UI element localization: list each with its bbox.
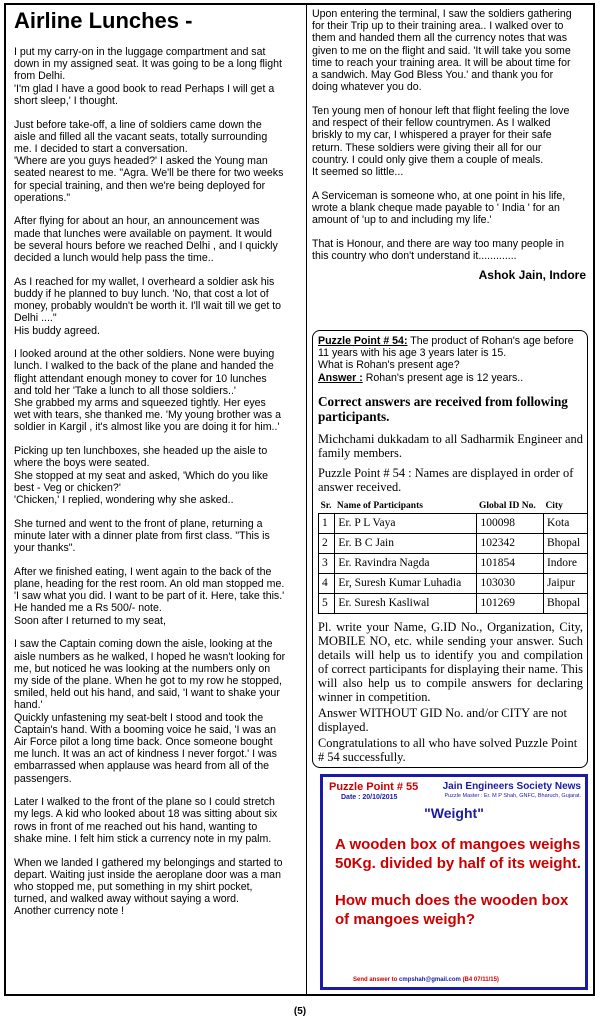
puzzle-54-answer: Rohan's present age is 12 years.. [362,371,524,384]
text-line: wrote a blank cheque made payable to ' India ' for an [312,201,560,214]
author-signature: Ashok Jain, Indore [478,267,586,282]
puzzle-55-heading: "Weight" [424,805,484,821]
text-line: amount of 'up to and including my life.' [312,214,492,227]
puzzle-55-body [335,835,583,947]
text-line: hand.' [14,699,43,712]
left-column [14,8,300,929]
right-paragraph [312,238,590,262]
text-line: me, but noticed he was looking at the numbers only on [14,662,271,675]
text-line: minute later with a dinner plate from first class. "This is [14,529,270,542]
text-line: When we landed I gathered my belongings and started to [14,856,283,869]
text-line: Quickly unfastening my seat-belt I stood and took the [14,711,264,724]
text-line: seated nearest to me. "Agra. We'll be there for two weeks [14,167,284,180]
text-line: operations." [14,191,71,204]
left-paragraph [14,348,300,433]
text-line: 'I saw what you did. I want to be part of it. Here, take this.' [14,590,285,603]
puzzle-55-question2: How much does the wooden box of mangoes weigh? [335,892,569,928]
text-line: doing whatever you do. [312,81,422,94]
left-paragraph [14,796,300,845]
left-paragraph [14,276,300,337]
correct-answers-heading: Correct answers are received from following participants. [318,393,568,424]
text-line: my legs. A kid who looked about 18 was sitting about six [14,808,278,821]
text-line: given to me on the flight and said. 'It will take you some [312,44,571,57]
cell-sr: 2 [319,533,335,553]
left-paragraph [14,638,300,784]
text-line: for their Trip up to their training area.. I walked over to [312,20,564,33]
text-line: Air Force pilot a long time back. Once someone bought [14,735,273,748]
text-line: She turned and went to the front of plane, returning a [14,517,263,530]
page-number: (5) [293,1006,307,1017]
text-line: aisle and filled all the vacant seats, totally surrounding [14,130,268,143]
cell-gid: 101854 [477,553,543,573]
right-column [312,8,590,282]
cell-name: Er. P L Vaya [335,513,477,533]
text-line: 'I'm glad I have a good book to read Perhaps I will get a [14,82,275,95]
right-paragraphs [312,8,590,262]
cell-city: Indore [543,553,587,573]
puzzle-55-card [320,774,588,990]
left-paragraph [14,518,300,555]
text-line: smiled, held out his hand, and said, 'I want to shake your [14,687,280,700]
text-line: a sandwich. May God Bless You.' and thank you for [312,69,554,82]
send-label: Send answer to [353,977,398,983]
cell-city: Jaipur [543,573,587,593]
puzzle-54-box [312,330,588,768]
cell-city: Bhopal [543,533,587,553]
text-line: passengers. [14,772,72,785]
header-gid: Global ID No. [478,501,536,512]
table-row [319,513,588,533]
text-line: It seemed so little... [312,165,404,178]
text-line: He handed me a Rs 500/- note. [14,602,162,615]
text-line: best - Veg or chicken?' [14,481,121,494]
text-line: plane, heading for the rest room. An old man stopped me. [14,578,285,591]
text-line: Just before take-off, a line of soldiers came down the [14,118,262,131]
instructions-text: Pl. write your Name, G.ID No., Organization, City, MOBILE NO, etc. while sending your answer. Such details will help us to identify you and compilation of correct participants for displaying their name. This will also help us to compile answers for declaring winner in competition. [318,619,583,704]
cell-name: Er. Ravindra Nagda [335,553,477,573]
text-line: flight attendant enough money to cover for 10 lunches [14,372,267,385]
text-line: down in my assigned seat. It was going to be a long flight [14,58,282,71]
text-line: She grabbed my arms and squeezed tightly. Her eyes [14,397,266,410]
cell-city: Kota [543,513,587,533]
puzzle-55-date: Date : 20/10/2015 [341,794,398,801]
text-line: A Serviceman is someone who, at one point in his life, [312,189,566,202]
cell-city: Bhopal [543,593,587,613]
text-line: I put my carry-on in the luggage compartment and sat [14,46,266,58]
participants-header-row [319,500,588,514]
text-line: from Delhi. [14,70,66,83]
header-sr: Sr. [320,501,332,512]
text-line: made that lunches were available on payment. It would [14,227,272,240]
right-paragraph [312,105,590,178]
text-line: depart. Waiting just inside the aeroplane door was a man [14,868,281,881]
puzzle-55-label: Puzzle Point # 55 [329,781,419,793]
cell-gid: 101269 [477,593,543,613]
text-line: After we finished eating, I went again to the back of the [14,565,272,578]
table-row [319,533,588,553]
text-line: briskly to my car, I whispered a prayer for their safe [312,129,552,142]
text-line: be several hours before we reached Delhi , and I quickly [14,239,278,252]
cell-gid: 100098 [477,513,543,533]
text-line: and respect of their fellow countrymen. As I walked [312,117,551,130]
text-line: Upon entering the terminal, I saw the soldiers gathering [312,8,572,20]
right-paragraph [312,8,590,93]
left-paragraph [14,857,300,918]
text-line: His buddy agreed. [14,324,100,337]
text-line: shake mine. I felt him stick a currency note in my palm. [14,832,272,845]
text-line: me. I decided to start a conversation. [14,142,188,155]
reference-code: (B4 07/11/15) [462,977,499,983]
puzzle-54-question-text: The product of Rohan's age before 11 years with his age 3 years later is 15. [318,335,574,360]
cell-name: Er. B C Jain [335,533,477,553]
puzzle-55-question1: A wooden box of mangoes weighs 50Kg. divided by half of its weight. [335,836,581,872]
text-line: me lunch. It was an act of kindness I never forgot.' I was [14,748,277,761]
text-line: country. I could only give them a couple of meals. [312,153,544,166]
cell-name: Er. Suresh Kasliwal [335,593,477,613]
cell-sr: 5 [319,593,335,613]
text-line: Ten young men of honour left that flight feeling the love [312,104,570,117]
text-line: Another currency note ! [14,905,125,918]
text-line: money, probably wouldn't be worth it. I'll wait till we get to [14,300,282,313]
text-line: buddy if he planned to buy lunch. 'No, that cost a lot of [14,287,269,300]
text-line: aisle numbers as he walked, I hoped he wasn't looking for [14,650,286,663]
cell-gid: 102342 [477,533,543,553]
congrats-text: Congratulations to all who have solved Puzzle Point # 54 successfully. [318,735,578,764]
text-line: rows in front of me reached out his hand, wanting to [14,820,258,833]
text-line: return. These soldiers were giving their all for our [312,141,542,154]
left-paragraphs [14,46,300,918]
cell-sr: 1 [319,513,335,533]
warning-text: Answer WITHOUT GID No. and/or CITY are not displayed. [318,705,567,734]
text-line: them and handed them all the currency notes that was [312,32,567,45]
publisher-name: Jain Engineers Society News [442,781,581,792]
left-paragraph [14,566,300,627]
table-row [319,593,588,613]
email-link[interactable]: cmpshah@gmail.com [399,977,461,983]
text-line: short sleep,' I thought. [14,94,118,107]
header-name: Name of Participants [336,501,423,512]
text-line: As I reached for my wallet, I overheard a soldier ask his [14,275,275,288]
text-line: embarrassed when applause was heard from all of the [14,760,269,773]
text-line: I saw the Captain coming down the aisle, looking at the [14,638,273,651]
text-line: 'Where are you guys headed?' I asked the Young man [14,155,268,168]
text-line: this country who don't understand it............. [312,249,517,262]
text-line: 'Chicken,' I replied, wondering why she asked.. [14,494,234,506]
cell-sr: 3 [319,553,335,573]
text-line: After flying for about an hour, an announcement was [14,215,260,228]
text-line: who stopped me, put something in my shirt pocket, [14,880,253,893]
left-paragraph [14,215,300,264]
text-line: my side of the plane. When he got to my row he stopped, [14,674,282,687]
names-note: Puzzle Point # 54 : Names are displayed in order of answer received. [318,465,574,494]
text-line: lunch. I walked to the back of the plane and handed the [14,360,274,373]
participants-table [318,500,588,614]
table-row [319,573,588,593]
text-line: your thanks". [14,542,76,555]
text-line: and told her 'Take a lunch to all those soldiers..' [14,384,236,397]
text-line: soldier in Kargil , it's almost like you are doing it for him..' [14,421,280,434]
text-line: turned, and walked away without saying a word. [14,893,239,906]
text-line: That is Honour, and there are way too many people in [312,237,565,250]
text-line: Delhi ...." [14,312,57,325]
puzzle-54-label: Puzzle Point # 54: [318,335,408,347]
header-city: City [545,501,563,512]
left-paragraph [14,46,300,107]
puzzle-54-question [318,335,583,384]
text-line: Soon after I returned to my seat, [14,614,166,627]
puzzle-54-question2: What is Rohan's present age? [318,359,460,372]
article-title: Airline Lunches - [14,8,193,33]
greeting-text: Michchami dukkadam to all Sadharmik Engineer and family members. [318,431,583,460]
text-line: where the boys were seated. [14,457,150,470]
text-line: time to reach your training area. It will be about time for [312,56,571,69]
text-line: for special training, and then we're being deployed for [14,179,266,192]
puzzle-master: Puzzle Master : Er. M P Shah, GNFC, Bharuch, Gujarat. [444,793,581,799]
text-line: Captain's hand. With a booming voice he said, 'I was an [14,723,276,736]
text-line: Later I walked to the front of the plane so I could stretch [14,796,275,809]
send-answer-line [353,977,499,983]
cell-gid: 103030 [477,573,543,593]
cell-sr: 4 [319,573,335,593]
text-line: wet with tears, she thanked me. 'My young brother was a [14,409,281,422]
column-divider [306,3,307,996]
cell-name: Er, Suresh Kumar Luhadia [335,573,477,593]
text-line: decided a lunch would help pass the time.. [14,252,214,265]
table-row [319,553,588,573]
left-paragraph [14,445,300,506]
text-line: She stopped at my seat and asked, 'Which do you like [14,469,269,482]
left-paragraph [14,119,300,204]
text-line: Picking up ten lunchboxes, she headed up the aisle to [14,445,268,458]
text-line: I looked around at the other soldiers. None were buying [14,348,275,361]
right-paragraph [312,190,590,227]
puzzle-54-answer-label: Answer : [318,371,363,384]
